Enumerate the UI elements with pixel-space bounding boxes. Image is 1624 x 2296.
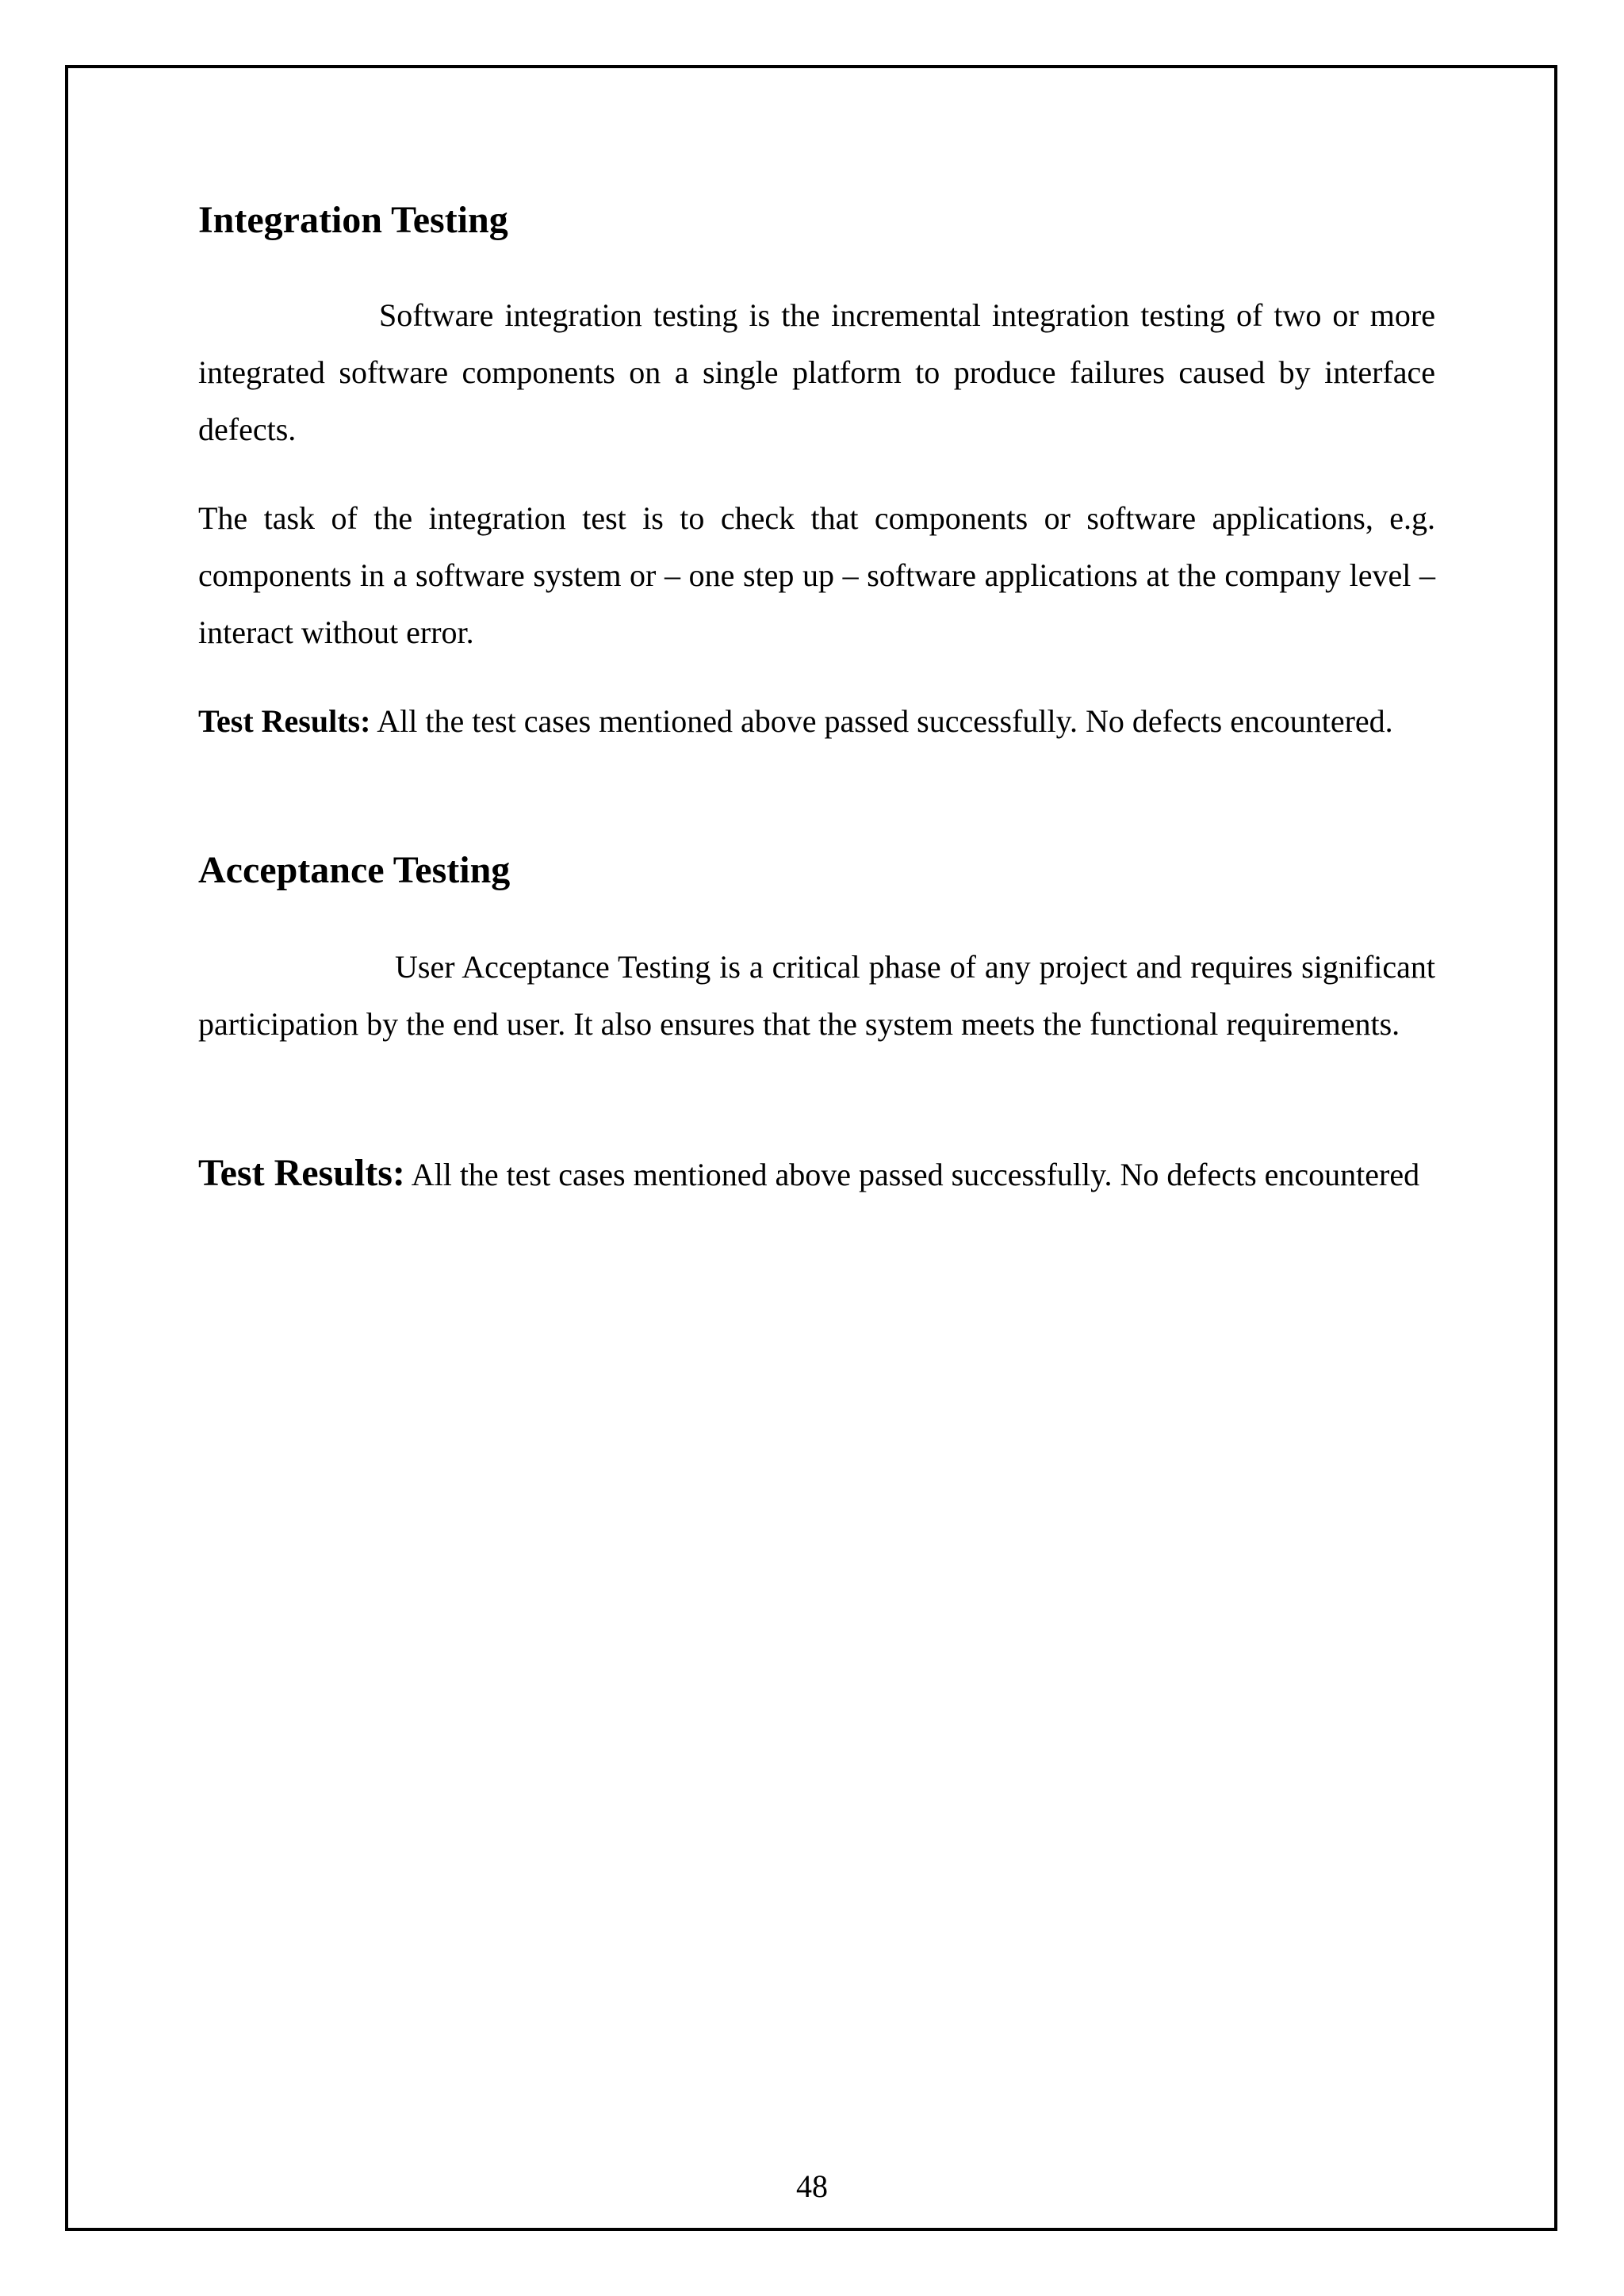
paragraph-integration-results — [198, 693, 1435, 750]
section-heading-acceptance-testing: Acceptance Testing — [198, 849, 511, 891]
test-results-label: Test Results: — [198, 1152, 405, 1194]
test-results-label: Test Results: — [198, 703, 371, 739]
paragraph-integration-task: The task of the integration test is to check that components or software applications, e.g. components in a software system or – one step up – software applications at the company level – interact without error. — [198, 500, 1435, 650]
paragraph-integration-definition: Software integration testing is the incremental integration testing of two or more integrated software components on a single platform to produce failures caused by interface defects. — [198, 297, 1435, 447]
paragraph-acceptance-definition: User Acceptance Testing is a critical phase of any project and requires significant participation by the end user. It also ensures that the system meets the functional requirements. — [198, 949, 1435, 1042]
paragraph-acceptance-results — [198, 1145, 1435, 1203]
page-number: 48 — [796, 2168, 828, 2204]
test-results-text: All the test cases mentioned above passed successfully. No defects encountered. — [370, 703, 1393, 739]
test-results-text: All the test cases mentioned above passed successfully. No defects encountered — [404, 1157, 1420, 1192]
section-heading-integration-testing: Integration Testing — [198, 199, 508, 241]
